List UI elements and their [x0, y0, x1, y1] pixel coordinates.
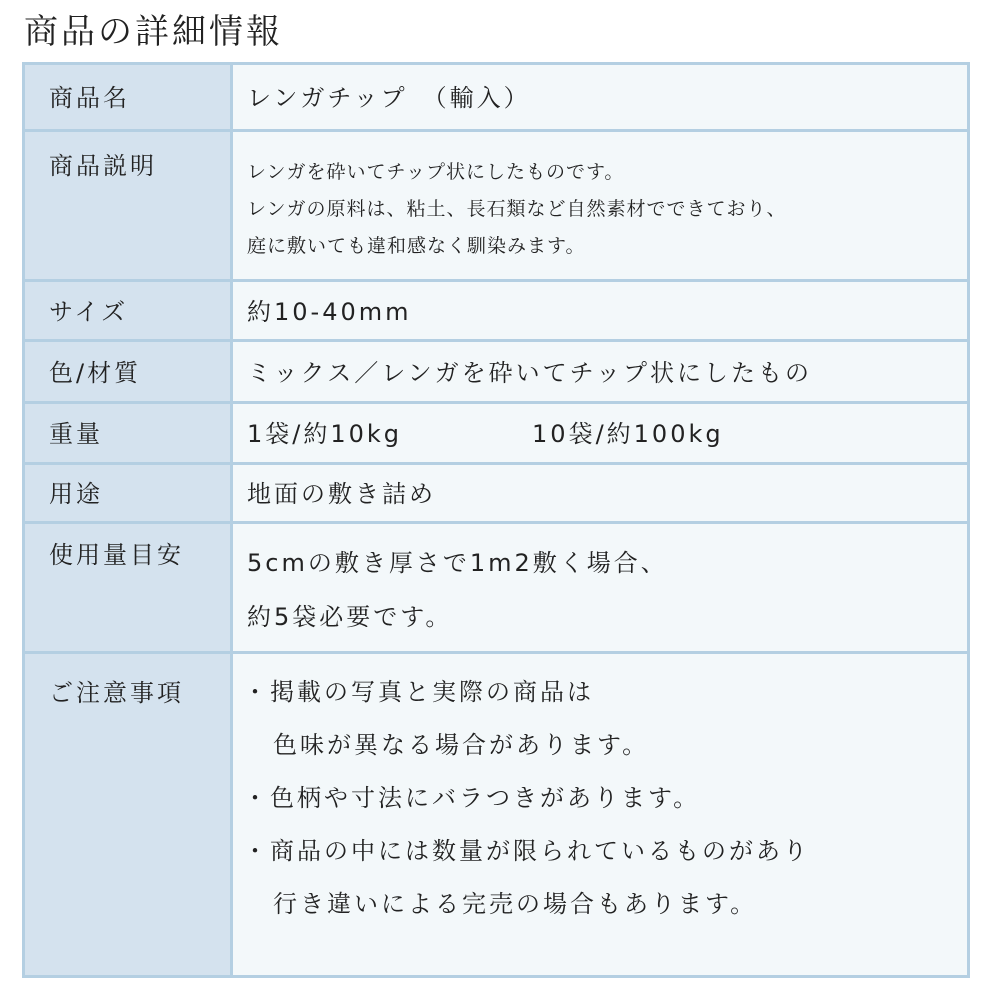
row-value: [233, 404, 967, 462]
value-line: 地面の敷き詰め: [247, 480, 436, 508]
weight-ten-bags: 10袋/約100kg: [532, 420, 724, 448]
row-color-material: [25, 342, 967, 404]
row-description: [25, 132, 967, 282]
row-value: [233, 65, 967, 129]
value-line: ミックス／レンガを砕いてチップ状にしたもの: [247, 359, 812, 387]
row-value: [233, 282, 967, 339]
value-line: ・掲載の写真と実際の商品は: [243, 678, 594, 706]
value-line: 5cmの敷き厚さで1m2敷く場合、: [247, 549, 668, 577]
row-label: 用途: [25, 465, 233, 521]
row-label: ご注意事項: [25, 654, 233, 975]
row-label: 色/材質: [25, 342, 233, 401]
value-line: 約5袋必要です。: [247, 603, 453, 631]
value-line: 行き違いによる完売の場合もあります。: [273, 890, 758, 918]
value-line: [247, 404, 967, 462]
row-product-name: [25, 65, 967, 132]
row-value: [233, 524, 967, 651]
row-label: サイズ: [25, 282, 233, 339]
row-value: [233, 342, 967, 401]
value-line: 約10-40mm: [247, 298, 412, 326]
value-line: レンガの原料は、粘土、長石類など自然素材でできており、: [247, 198, 787, 220]
weight-single-bag: 1袋/約10kg: [247, 420, 403, 448]
spec-table: [22, 62, 970, 978]
row-amount-guide: [25, 524, 967, 654]
row-size: [25, 282, 967, 342]
row-label: 使用量目安: [25, 524, 233, 651]
value-line: 庭に敷いても違和感なく馴染みます。: [247, 235, 586, 257]
row-notes: [25, 654, 967, 975]
value-line: レンガを砕いてチップ状にしたものです。: [247, 161, 625, 183]
row-label: 商品名: [25, 65, 233, 129]
value-line: レンガチップ （輸入）: [247, 84, 531, 112]
page-title: 商品の詳細情報: [24, 12, 283, 52]
row-usage: [25, 465, 967, 524]
value-line: ・商品の中には数量が限られているものがあり: [243, 837, 810, 865]
row-value: [233, 132, 967, 279]
row-label: 重量: [25, 404, 233, 462]
row-weight: [25, 404, 967, 465]
row-value: [233, 465, 967, 521]
row-value: [233, 654, 967, 975]
value-line: 色味が異なる場合があります。: [273, 731, 650, 759]
row-label: 商品説明: [25, 132, 233, 279]
value-line: ・色柄や寸法にバラつきがあります。: [243, 784, 701, 812]
